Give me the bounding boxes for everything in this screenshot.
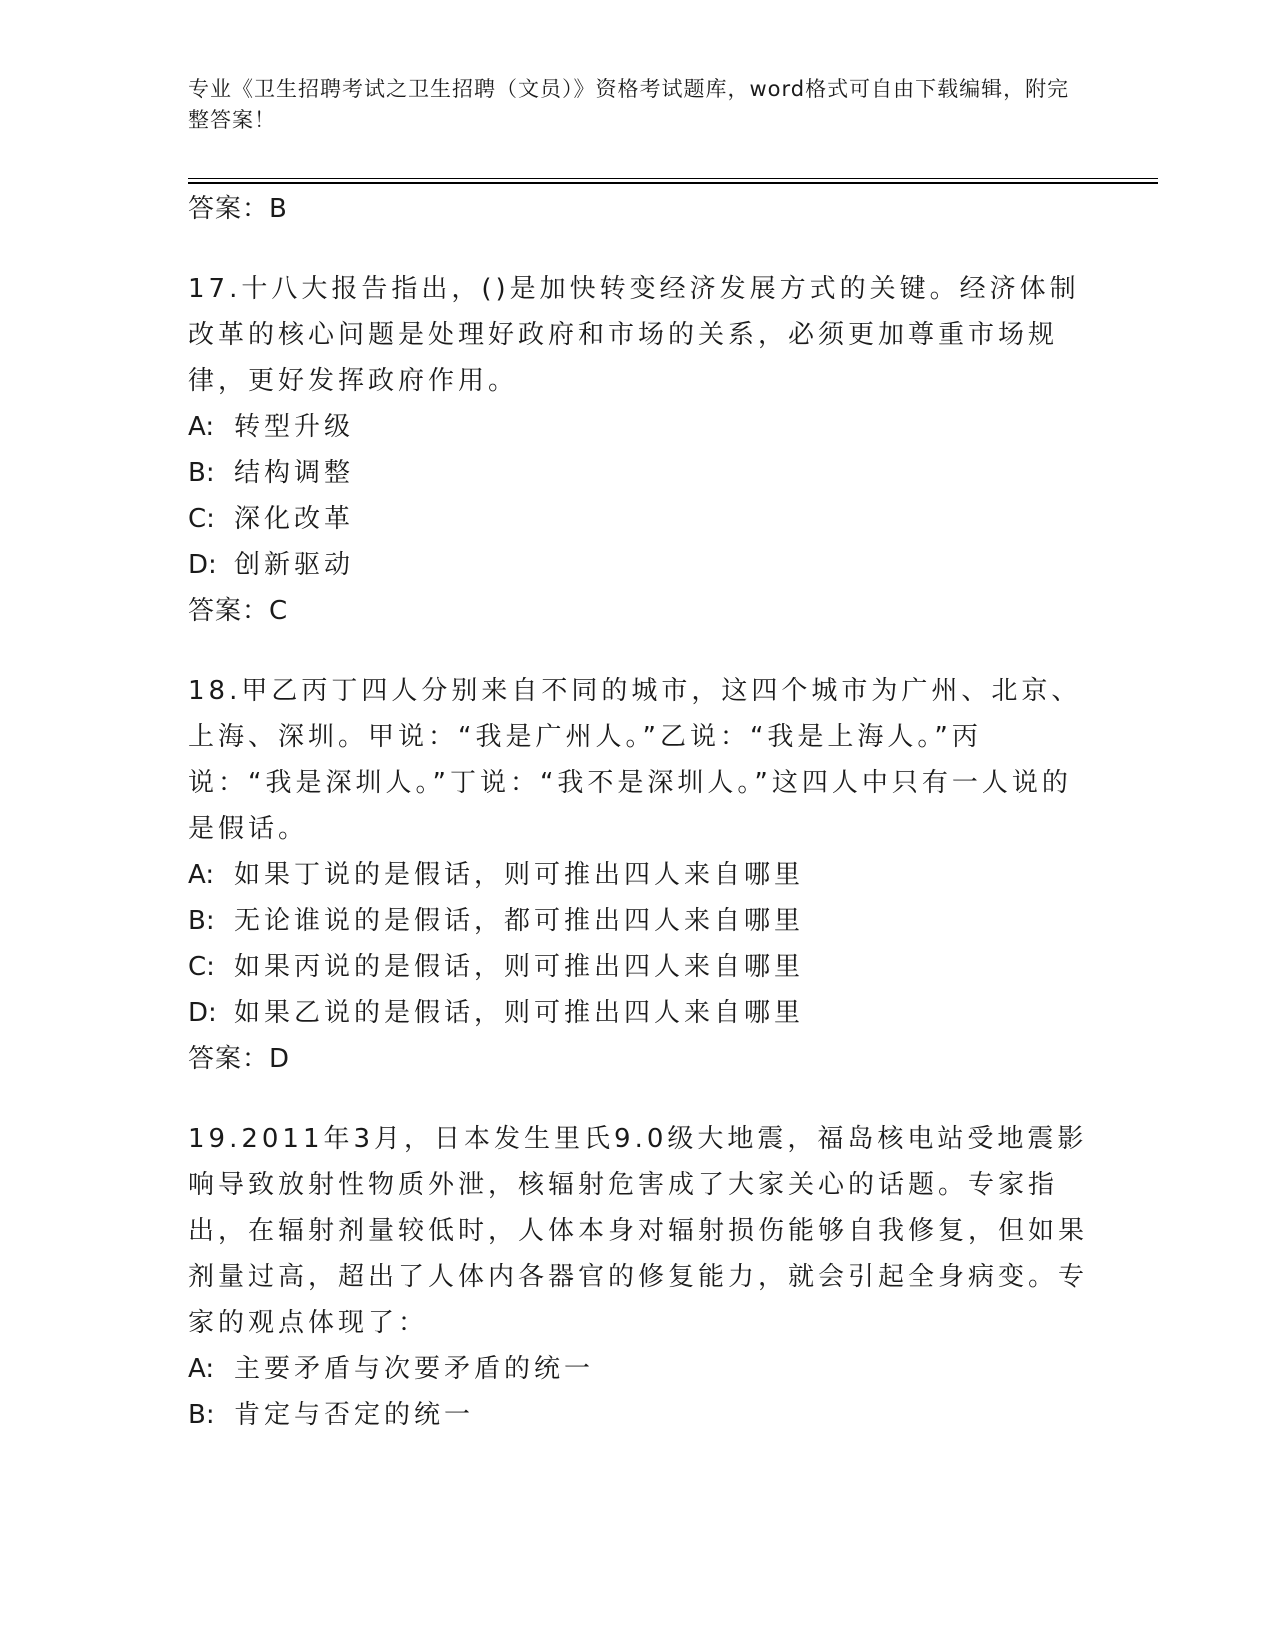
question-text: 19.2011年3月，日本发生里氏9.0级大地震，福岛核电站受地震影响导致放射性物质外泄，核辐射危害成了大家关心的话题。专家指出，在辐射剂量较低时，人体本身对辐射损伤能够自我修复，但如果剂量过高，超出了人体内各器官的修复能力，就会引起全身病变。专家的观点体现了： (188, 1124, 1089, 1338)
question-17 (188, 266, 1088, 634)
option-text: 如果乙说的是假话，则可推出四人来自哪里 (234, 998, 805, 1028)
option-letter: A: (188, 412, 215, 442)
option-c (188, 944, 1088, 990)
option-text: 无论谁说的是假话，都可推出四人来自哪里 (234, 906, 805, 936)
option-letter: B: (188, 458, 215, 488)
option-text: 主要矛盾与次要矛盾的统一 (234, 1354, 595, 1384)
answer-line: 答案：D (188, 1044, 291, 1074)
question-text: 17.十八大报告指出，()是加快转变经济发展方式的关键。经济体制改革的核心问题是处理好政府和市场的关系，必须更加尊重市场规律，更好发挥政府作用。 (188, 274, 1080, 396)
option-a (188, 852, 1088, 898)
option-text: 创新驱动 (234, 550, 355, 580)
option-text: 结构调整 (234, 458, 355, 488)
answer-line: 答案：B (188, 194, 288, 224)
option-letter: B: (188, 1400, 215, 1430)
header-divider-thin (188, 178, 1158, 179)
option-letter: C: (188, 504, 215, 534)
option-a (188, 404, 1088, 450)
question-19 (188, 1116, 1088, 1438)
option-text: 如果丁说的是假话，则可推出四人来自哪里 (234, 860, 805, 890)
question-18 (188, 668, 1088, 1082)
option-d (188, 990, 1088, 1036)
option-text: 深化改革 (234, 504, 355, 534)
option-text: 如果丙说的是假话，则可推出四人来自哪里 (234, 952, 805, 982)
option-c (188, 496, 1088, 542)
header-divider-thick (188, 182, 1158, 184)
option-a (188, 1346, 1088, 1392)
document-header: 专业《卫生招聘考试之卫生招聘（文员）》资格考试题库，word格式可自由下载编辑，附完整答案！ (188, 77, 1070, 132)
option-b (188, 898, 1088, 944)
option-letter: A: (188, 860, 215, 890)
option-letter: C: (188, 952, 215, 982)
question-text: 18.甲乙丙丁四人分别来自不同的城市，这四个城市为广州、北京、上海、深圳。甲说：“我是广州人。”乙说：“我是上海人。”丙说：“我是深圳人。”丁说：“我不是深圳人。”这四人中只有一人说的是假话。 (188, 676, 1082, 844)
option-text: 肯定与否定的统一 (234, 1400, 475, 1430)
option-b (188, 450, 1088, 496)
answer-line: 答案：C (188, 596, 289, 626)
option-letter: A: (188, 1354, 215, 1384)
option-d (188, 542, 1088, 588)
option-text: 转型升级 (234, 412, 355, 442)
option-letter: D: (188, 550, 217, 580)
option-b (188, 1392, 1088, 1438)
option-letter: B: (188, 906, 215, 936)
document-body (188, 186, 1088, 1438)
option-letter: D: (188, 998, 217, 1028)
